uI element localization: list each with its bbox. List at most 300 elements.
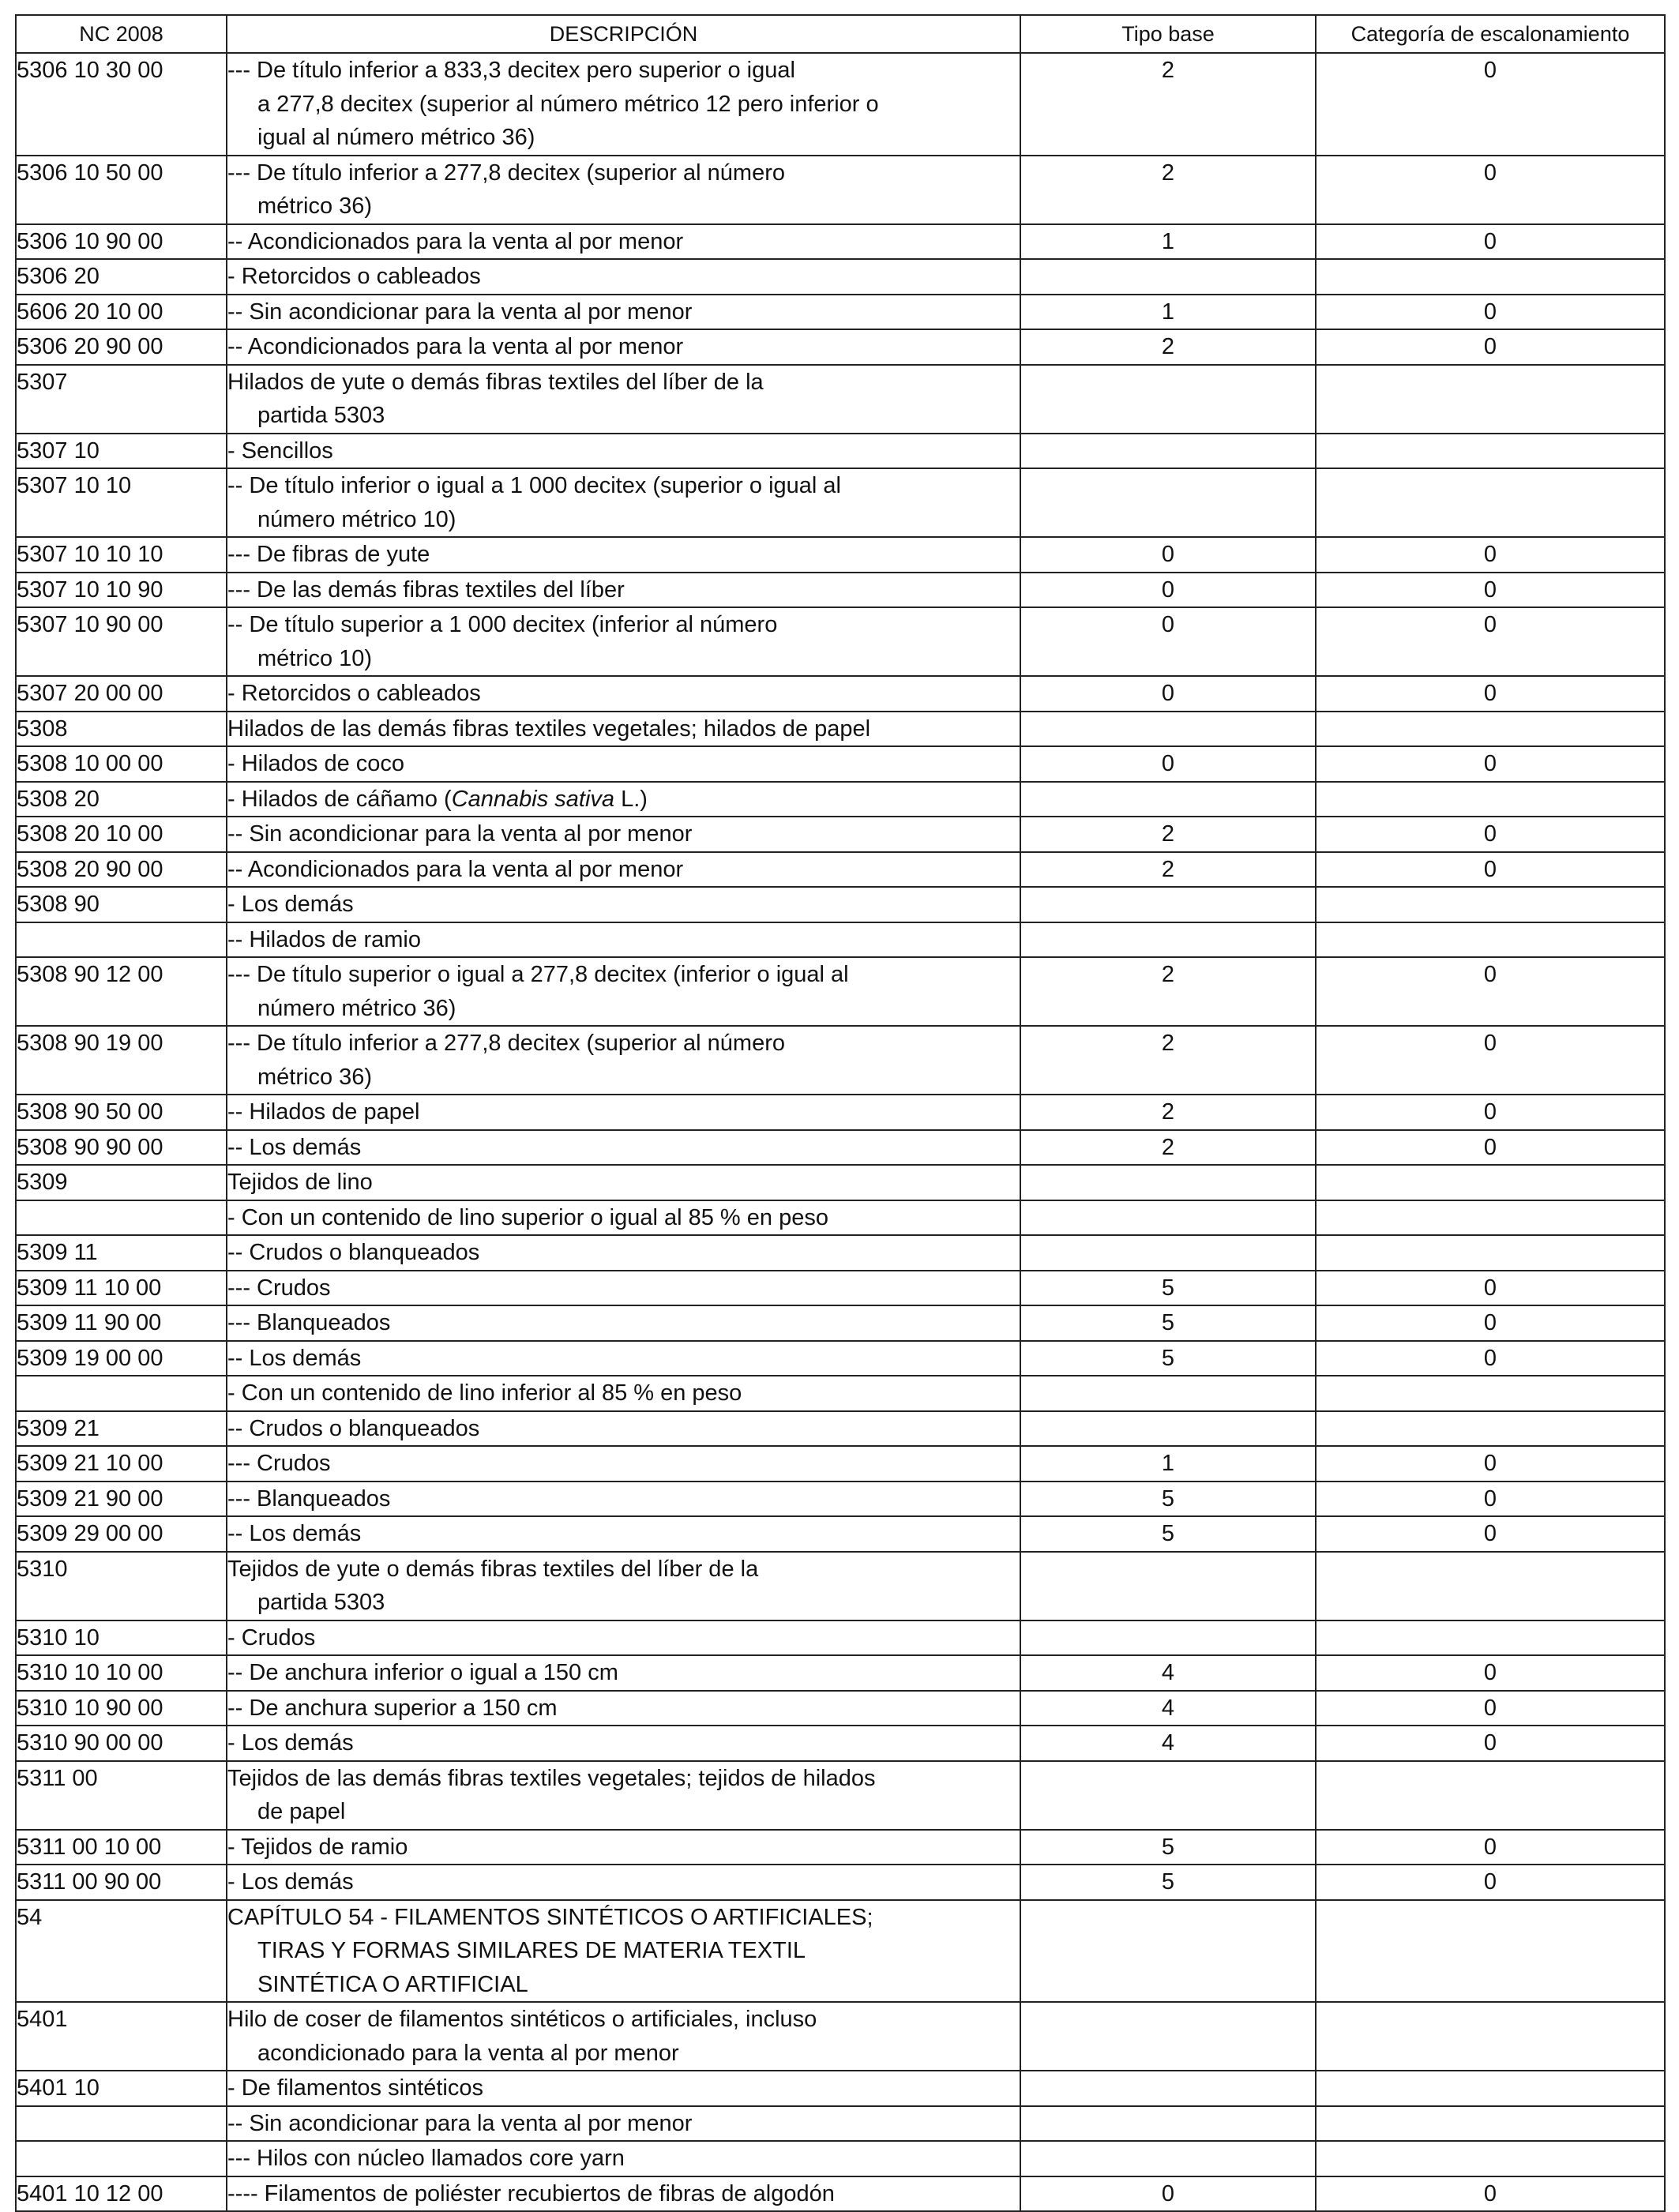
cell-code: 5308 90 90 00 [16, 1130, 227, 1166]
cell-code: 5308 90 50 00 [16, 1095, 227, 1130]
cell-tipo-base [1020, 1761, 1316, 1830]
cell-categoria [1316, 2141, 1665, 2176]
table-row [16, 1341, 1665, 1376]
description-line: --- De título inferior a 833,3 decitex pero superior o igual [227, 58, 795, 83]
table-row [16, 2141, 1665, 2176]
description-text: L.) [614, 786, 648, 812]
table-row [16, 1865, 1665, 1900]
header-categoria: Categoría de escalonamiento [1316, 15, 1665, 53]
cell-code: 5308 20 [16, 782, 227, 817]
table-header [16, 15, 1665, 53]
cell-tipo-base [1020, 2002, 1316, 2071]
cell-description [227, 156, 1020, 224]
cell-description [227, 1095, 1020, 1130]
description-line: -- Los demás [227, 1521, 362, 1546]
cell-categoria: 0 [1316, 1865, 1665, 1900]
description-line: métrico 36) [257, 1064, 373, 1090]
description-line: Tejidos de las demás fibras textiles vegetales; tejidos de hilados [227, 1765, 876, 1791]
table-row [16, 2176, 1665, 2212]
cell-description [227, 537, 1020, 573]
table-row [16, 1552, 1665, 1621]
table-row [16, 2106, 1665, 2142]
table-row [16, 782, 1665, 817]
cell-tipo-base: 2 [1020, 1026, 1316, 1095]
description-line: - Retorcidos o cableados [227, 681, 481, 706]
cell-description [227, 2106, 1020, 2142]
description-line: -- De título inferior o igual a 1 000 decitex (superior o igual al [227, 473, 841, 498]
description-line: - Crudos [227, 1624, 316, 1651]
cell-description [227, 1200, 1020, 1236]
scientific-name: Cannabis sativa [451, 786, 615, 812]
cell-code: 5310 10 [16, 1621, 227, 1656]
cell-description [227, 607, 1020, 676]
table-row [16, 1026, 1665, 1095]
table-row [16, 1516, 1665, 1552]
cell-description [227, 1621, 1020, 1656]
cell-description [227, 746, 1020, 782]
cell-categoria [1316, 1200, 1665, 1236]
description-line: de papel [257, 1799, 346, 1824]
description-line: Tejidos de yute o demás fibras textiles del líber de la [227, 1556, 759, 1582]
cell-description [227, 1900, 1020, 2003]
description-line: -- Acondicionados para la venta al por menor [227, 334, 684, 359]
header-tipo-base: Tipo base [1020, 15, 1316, 53]
table-row [16, 1446, 1665, 1482]
cell-categoria: 0 [1316, 1446, 1665, 1482]
cell-categoria [1316, 1376, 1665, 1411]
cell-code [16, 1200, 227, 1236]
cell-code: 5307 10 90 00 [16, 607, 227, 676]
description-line: -- Acondicionados para la venta al por menor [227, 856, 684, 882]
cell-description [227, 573, 1020, 608]
description-line: - Hilados de coco [227, 751, 405, 776]
description-line [227, 783, 1020, 817]
cell-categoria [1316, 2071, 1665, 2106]
cell-tipo-base: 1 [1020, 224, 1316, 260]
description-line: -- Los demás [227, 1345, 362, 1371]
cell-tipo-base: 5 [1020, 1516, 1316, 1552]
cell-description [227, 782, 1020, 817]
cell-description [227, 2002, 1020, 2071]
cell-categoria [1316, 1552, 1665, 1621]
cell-tipo-base [1020, 1411, 1316, 1447]
cell-categoria: 0 [1316, 1095, 1665, 1130]
cell-code [16, 2141, 227, 2176]
description-line: -- Sin acondicionar para la venta al por menor [227, 2110, 693, 2136]
cell-code: 5309 11 90 00 [16, 1305, 227, 1341]
cell-tipo-base [1020, 2141, 1316, 2176]
cell-tipo-base: 0 [1020, 746, 1316, 782]
cell-tipo-base [1020, 468, 1316, 537]
table-row [16, 329, 1665, 365]
description-line: - Los demás [227, 1869, 354, 1895]
cell-tipo-base [1020, 1621, 1316, 1656]
cell-categoria: 0 [1316, 1830, 1665, 1865]
description-line: -- Hilados de ramio [227, 926, 421, 952]
cell-code: 5308 10 00 00 [16, 746, 227, 782]
cell-tipo-base: 2 [1020, 329, 1316, 365]
cell-code: 5309 11 10 00 [16, 1271, 227, 1306]
description-line: --- Crudos [227, 1451, 331, 1476]
table-row [16, 1235, 1665, 1271]
cell-tipo-base: 1 [1020, 1446, 1316, 1482]
description-line: Tejidos de lino [227, 1170, 373, 1195]
description-line: --- Hilos con núcleo llamados core yarn [227, 2146, 625, 2171]
description-line: ---- Filamentos de poliéster recubiertos de fibras de algodón [227, 2180, 835, 2206]
cell-categoria: 0 [1316, 817, 1665, 852]
cell-tipo-base: 4 [1020, 1655, 1316, 1691]
cell-description [227, 712, 1020, 747]
cell-categoria: 0 [1316, 1482, 1665, 1517]
table-row [16, 1165, 1665, 1200]
cell-categoria [1316, 922, 1665, 958]
cell-tipo-base [1020, 1900, 1316, 2003]
cell-categoria: 0 [1316, 957, 1665, 1026]
cell-categoria: 0 [1316, 295, 1665, 330]
table-row [16, 2071, 1665, 2106]
cell-tipo-base: 1 [1020, 295, 1316, 330]
cell-code: 54 [16, 1900, 227, 2003]
cell-code: 5310 90 00 00 [16, 1726, 227, 1761]
table-row [16, 1655, 1665, 1691]
cell-code: 5309 21 [16, 1411, 227, 1447]
table-row [16, 573, 1665, 608]
cell-categoria: 0 [1316, 1691, 1665, 1726]
table-row [16, 2002, 1665, 2071]
table-row [16, 1376, 1665, 1411]
description-line: - Los demás [227, 1730, 354, 1756]
table-row [16, 817, 1665, 852]
description-line: número métrico 10) [257, 506, 456, 532]
table-row [16, 712, 1665, 747]
description-line: partida 5303 [257, 1590, 385, 1615]
cell-tipo-base: 2 [1020, 156, 1316, 224]
description-line: partida 5303 [257, 403, 385, 428]
description-line: --- De título inferior a 277,8 decitex (superior al número [227, 160, 785, 186]
cell-tipo-base: 5 [1020, 1271, 1316, 1306]
cell-tipo-base: 2 [1020, 53, 1316, 156]
cell-tipo-base: 0 [1020, 537, 1316, 573]
table-row [16, 1482, 1665, 1517]
table-row [16, 156, 1665, 224]
cell-code: 5306 20 90 00 [16, 329, 227, 365]
table-row [16, 1271, 1665, 1306]
cell-description [227, 2071, 1020, 2106]
cell-categoria [1316, 2002, 1665, 2071]
cell-categoria [1316, 468, 1665, 537]
cell-description [227, 224, 1020, 260]
table-row [16, 887, 1665, 922]
description-line: --- Blanqueados [227, 1310, 391, 1335]
table-row [16, 676, 1665, 712]
cell-categoria: 0 [1316, 53, 1665, 156]
cell-code: 5307 10 [16, 434, 227, 469]
table-row [16, 1761, 1665, 1830]
cell-description [227, 1271, 1020, 1306]
cell-code: 5306 10 50 00 [16, 156, 227, 224]
cell-tipo-base [1020, 1376, 1316, 1411]
table-row [16, 295, 1665, 330]
cell-code [16, 2106, 227, 2142]
cell-code: 5308 20 10 00 [16, 817, 227, 852]
table-row [16, 1200, 1665, 1236]
cell-tipo-base [1020, 922, 1316, 958]
cell-tipo-base: 2 [1020, 1130, 1316, 1166]
description-text: - Hilados de cáñamo ( [227, 786, 452, 812]
cell-description [227, 365, 1020, 434]
header-row [16, 15, 1665, 53]
cell-description [227, 1655, 1020, 1691]
description-line: -- De anchura superior a 150 cm [227, 1695, 558, 1721]
cell-categoria [1316, 782, 1665, 817]
cell-code [16, 1376, 227, 1411]
description-line: - Con un contenido de lino inferior al 85 % en peso [227, 1380, 742, 1406]
table-row [16, 1305, 1665, 1341]
cell-tipo-base: 0 [1020, 573, 1316, 608]
table-row [16, 852, 1665, 888]
cell-description [227, 1552, 1020, 1621]
cell-tipo-base: 5 [1020, 1482, 1316, 1517]
cell-description [227, 53, 1020, 156]
cell-code: 5306 20 [16, 259, 227, 295]
table-row [16, 922, 1665, 958]
cell-description [227, 2176, 1020, 2212]
description-line: CAPÍTULO 54 - FILAMENTOS SINTÉTICOS O ARTIFICIALES; [227, 1904, 873, 1930]
table-row [16, 746, 1665, 782]
cell-tipo-base: 2 [1020, 852, 1316, 888]
cell-description [227, 1165, 1020, 1200]
cell-tipo-base: 2 [1020, 817, 1316, 852]
description-line: acondicionado para la venta al por menor [257, 2040, 679, 2066]
cell-code: 5307 10 10 10 [16, 537, 227, 573]
cell-categoria [1316, 365, 1665, 434]
description-line: --- De título inferior a 277,8 decitex (superior al número [227, 1031, 785, 1056]
table-row [16, 1130, 1665, 1166]
cell-description [227, 1376, 1020, 1411]
cell-categoria: 0 [1316, 746, 1665, 782]
cell-description [227, 817, 1020, 852]
cell-code: 5310 10 90 00 [16, 1691, 227, 1726]
description-line: métrico 36) [257, 193, 373, 219]
cell-categoria: 0 [1316, 1026, 1665, 1095]
table-row [16, 468, 1665, 537]
description-line: - Sencillos [227, 438, 333, 464]
cell-description [227, 295, 1020, 330]
cell-categoria: 0 [1316, 1130, 1665, 1166]
cell-tipo-base [1020, 1552, 1316, 1621]
cell-code: 5309 29 00 00 [16, 1516, 227, 1552]
header-code: NC 2008 [16, 15, 227, 53]
cell-categoria [1316, 434, 1665, 469]
cell-description [227, 852, 1020, 888]
cell-categoria: 0 [1316, 537, 1665, 573]
description-line: - Retorcidos o cableados [227, 264, 481, 289]
cell-categoria: 0 [1316, 1341, 1665, 1376]
table-row [16, 607, 1665, 676]
cell-code: 5309 21 10 00 [16, 1446, 227, 1482]
cell-categoria: 0 [1316, 573, 1665, 608]
cell-description [227, 1305, 1020, 1341]
cell-description [227, 1761, 1020, 1830]
description-line: --- Crudos [227, 1275, 331, 1301]
cell-categoria [1316, 1411, 1665, 1447]
cell-categoria: 0 [1316, 156, 1665, 224]
cell-code: 5306 10 90 00 [16, 224, 227, 260]
cell-categoria: 0 [1316, 1271, 1665, 1306]
cell-tipo-base: 0 [1020, 607, 1316, 676]
cell-code: 5311 00 10 00 [16, 1830, 227, 1865]
cell-categoria [1316, 1900, 1665, 2003]
table-row [16, 365, 1665, 434]
table-row [16, 537, 1665, 573]
cell-description [227, 676, 1020, 712]
cell-description [227, 922, 1020, 958]
description-line: SINTÉTICA O ARTIFICIAL [257, 1971, 528, 1997]
cell-categoria: 0 [1316, 1516, 1665, 1552]
cell-tipo-base [1020, 887, 1316, 922]
description-line: -- Los demás [227, 1134, 362, 1160]
cell-description [227, 1691, 1020, 1726]
cell-tipo-base [1020, 712, 1316, 747]
table-row [16, 1095, 1665, 1130]
description-line: - Tejidos de ramio [227, 1834, 408, 1860]
table-row [16, 224, 1665, 260]
cell-categoria [1316, 1621, 1665, 1656]
cell-code: 5307 20 00 00 [16, 676, 227, 712]
tariff-table [15, 14, 1666, 2212]
cell-categoria [1316, 1235, 1665, 1271]
cell-code: 5311 00 [16, 1761, 227, 1830]
cell-code: 5606 20 10 00 [16, 295, 227, 330]
cell-description [227, 2141, 1020, 2176]
cell-code: 5308 20 90 00 [16, 852, 227, 888]
cell-code: 5309 11 [16, 1235, 227, 1271]
description-line: -- Sin acondicionar para la venta al por menor [227, 821, 693, 847]
description-line: -- Crudos o blanqueados [227, 1415, 480, 1441]
table-row [16, 1691, 1665, 1726]
cell-tipo-base: 0 [1020, 676, 1316, 712]
description-line: -- Sin acondicionar para la venta al por menor [227, 299, 693, 325]
cell-categoria [1316, 259, 1665, 295]
cell-code: 5308 90 19 00 [16, 1026, 227, 1095]
header-description: DESCRIPCIÓN [227, 15, 1020, 53]
cell-code: 5307 [16, 365, 227, 434]
cell-code: 5307 10 10 90 [16, 573, 227, 608]
cell-categoria [1316, 2106, 1665, 2142]
cell-tipo-base: 4 [1020, 1691, 1316, 1726]
description-line: igual al número métrico 36) [257, 125, 535, 150]
table-body [16, 53, 1665, 2211]
cell-tipo-base [1020, 782, 1316, 817]
cell-description [227, 1726, 1020, 1761]
table-row [16, 957, 1665, 1026]
cell-categoria [1316, 887, 1665, 922]
table-row [16, 1900, 1665, 2003]
cell-categoria: 0 [1316, 1726, 1665, 1761]
description-line: -- De anchura inferior o igual a 150 cm [227, 1660, 618, 1685]
cell-description [227, 1130, 1020, 1166]
cell-description [227, 1516, 1020, 1552]
cell-code: 5310 [16, 1552, 227, 1621]
cell-code: 5311 00 90 00 [16, 1865, 227, 1900]
cell-categoria [1316, 1761, 1665, 1830]
description-line: --- De las demás fibras textiles del líber [227, 576, 625, 603]
cell-code: 5307 10 10 [16, 468, 227, 537]
cell-description [227, 468, 1020, 537]
table-row [16, 434, 1665, 469]
cell-categoria: 0 [1316, 329, 1665, 365]
cell-tipo-base: 4 [1020, 1726, 1316, 1761]
cell-categoria [1316, 712, 1665, 747]
cell-categoria: 0 [1316, 224, 1665, 260]
cell-description [227, 1830, 1020, 1865]
cell-tipo-base: 5 [1020, 1865, 1316, 1900]
table-row [16, 1621, 1665, 1656]
description-line: --- De fibras de yute [227, 542, 430, 567]
cell-code: 5309 21 90 00 [16, 1482, 227, 1517]
cell-description [227, 1026, 1020, 1095]
cell-code: 5401 10 [16, 2071, 227, 2106]
cell-code: 5309 [16, 1165, 227, 1200]
cell-description [227, 1865, 1020, 1900]
cell-categoria: 0 [1316, 676, 1665, 712]
description-line: -- De título superior a 1 000 decitex (inferior al número [227, 612, 778, 637]
cell-categoria: 0 [1316, 1305, 1665, 1341]
description-line: - Con un contenido de lino superior o igual al 85 % en peso [227, 1204, 828, 1230]
cell-categoria [1316, 1165, 1665, 1200]
cell-tipo-base: 5 [1020, 1305, 1316, 1341]
cell-code [16, 922, 227, 958]
description-line: Hilados de yute o demás fibras textiles del líber de la [227, 369, 764, 395]
cell-description [227, 1411, 1020, 1447]
cell-tipo-base [1020, 2071, 1316, 2106]
description-line: Hilo de coser de filamentos sintéticos o artificiales, incluso [227, 2007, 817, 2032]
cell-tipo-base: 5 [1020, 1830, 1316, 1865]
table-row [16, 1726, 1665, 1761]
cell-categoria: 0 [1316, 852, 1665, 888]
table-row [16, 1830, 1665, 1865]
cell-description [227, 1235, 1020, 1271]
description-line: número métrico 36) [257, 995, 456, 1021]
description-line: - De filamentos sintéticos [227, 2075, 483, 2101]
cell-categoria: 0 [1316, 1655, 1665, 1691]
cell-code: 5401 [16, 2002, 227, 2071]
description-line: métrico 10) [257, 645, 373, 671]
description-line: --- Blanqueados [227, 1485, 391, 1512]
cell-tipo-base: 2 [1020, 957, 1316, 1026]
cell-tipo-base [1020, 259, 1316, 295]
description-line: TIRAS Y FORMAS SIMILARES DE MATERIA TEXTIL [257, 1938, 806, 1963]
cell-tipo-base [1020, 434, 1316, 469]
cell-description [227, 1446, 1020, 1482]
description-line: - Los demás [227, 892, 354, 917]
cell-tipo-base [1020, 1235, 1316, 1271]
cell-code: 5310 10 10 00 [16, 1655, 227, 1691]
description-line: -- Hilados de papel [227, 1099, 420, 1125]
table-row [16, 1411, 1665, 1447]
table-row [16, 53, 1665, 156]
cell-code: 5309 19 00 00 [16, 1341, 227, 1376]
cell-description [227, 887, 1020, 922]
cell-code: 5308 90 12 00 [16, 957, 227, 1026]
cell-code: 5306 10 30 00 [16, 53, 227, 156]
table-row [16, 259, 1665, 295]
description-line: --- De título superior o igual a 277,8 decitex (inferior o igual al [227, 962, 849, 987]
cell-tipo-base [1020, 2106, 1316, 2142]
cell-tipo-base [1020, 365, 1316, 434]
cell-categoria: 0 [1316, 607, 1665, 676]
cell-code: 5308 [16, 712, 227, 747]
